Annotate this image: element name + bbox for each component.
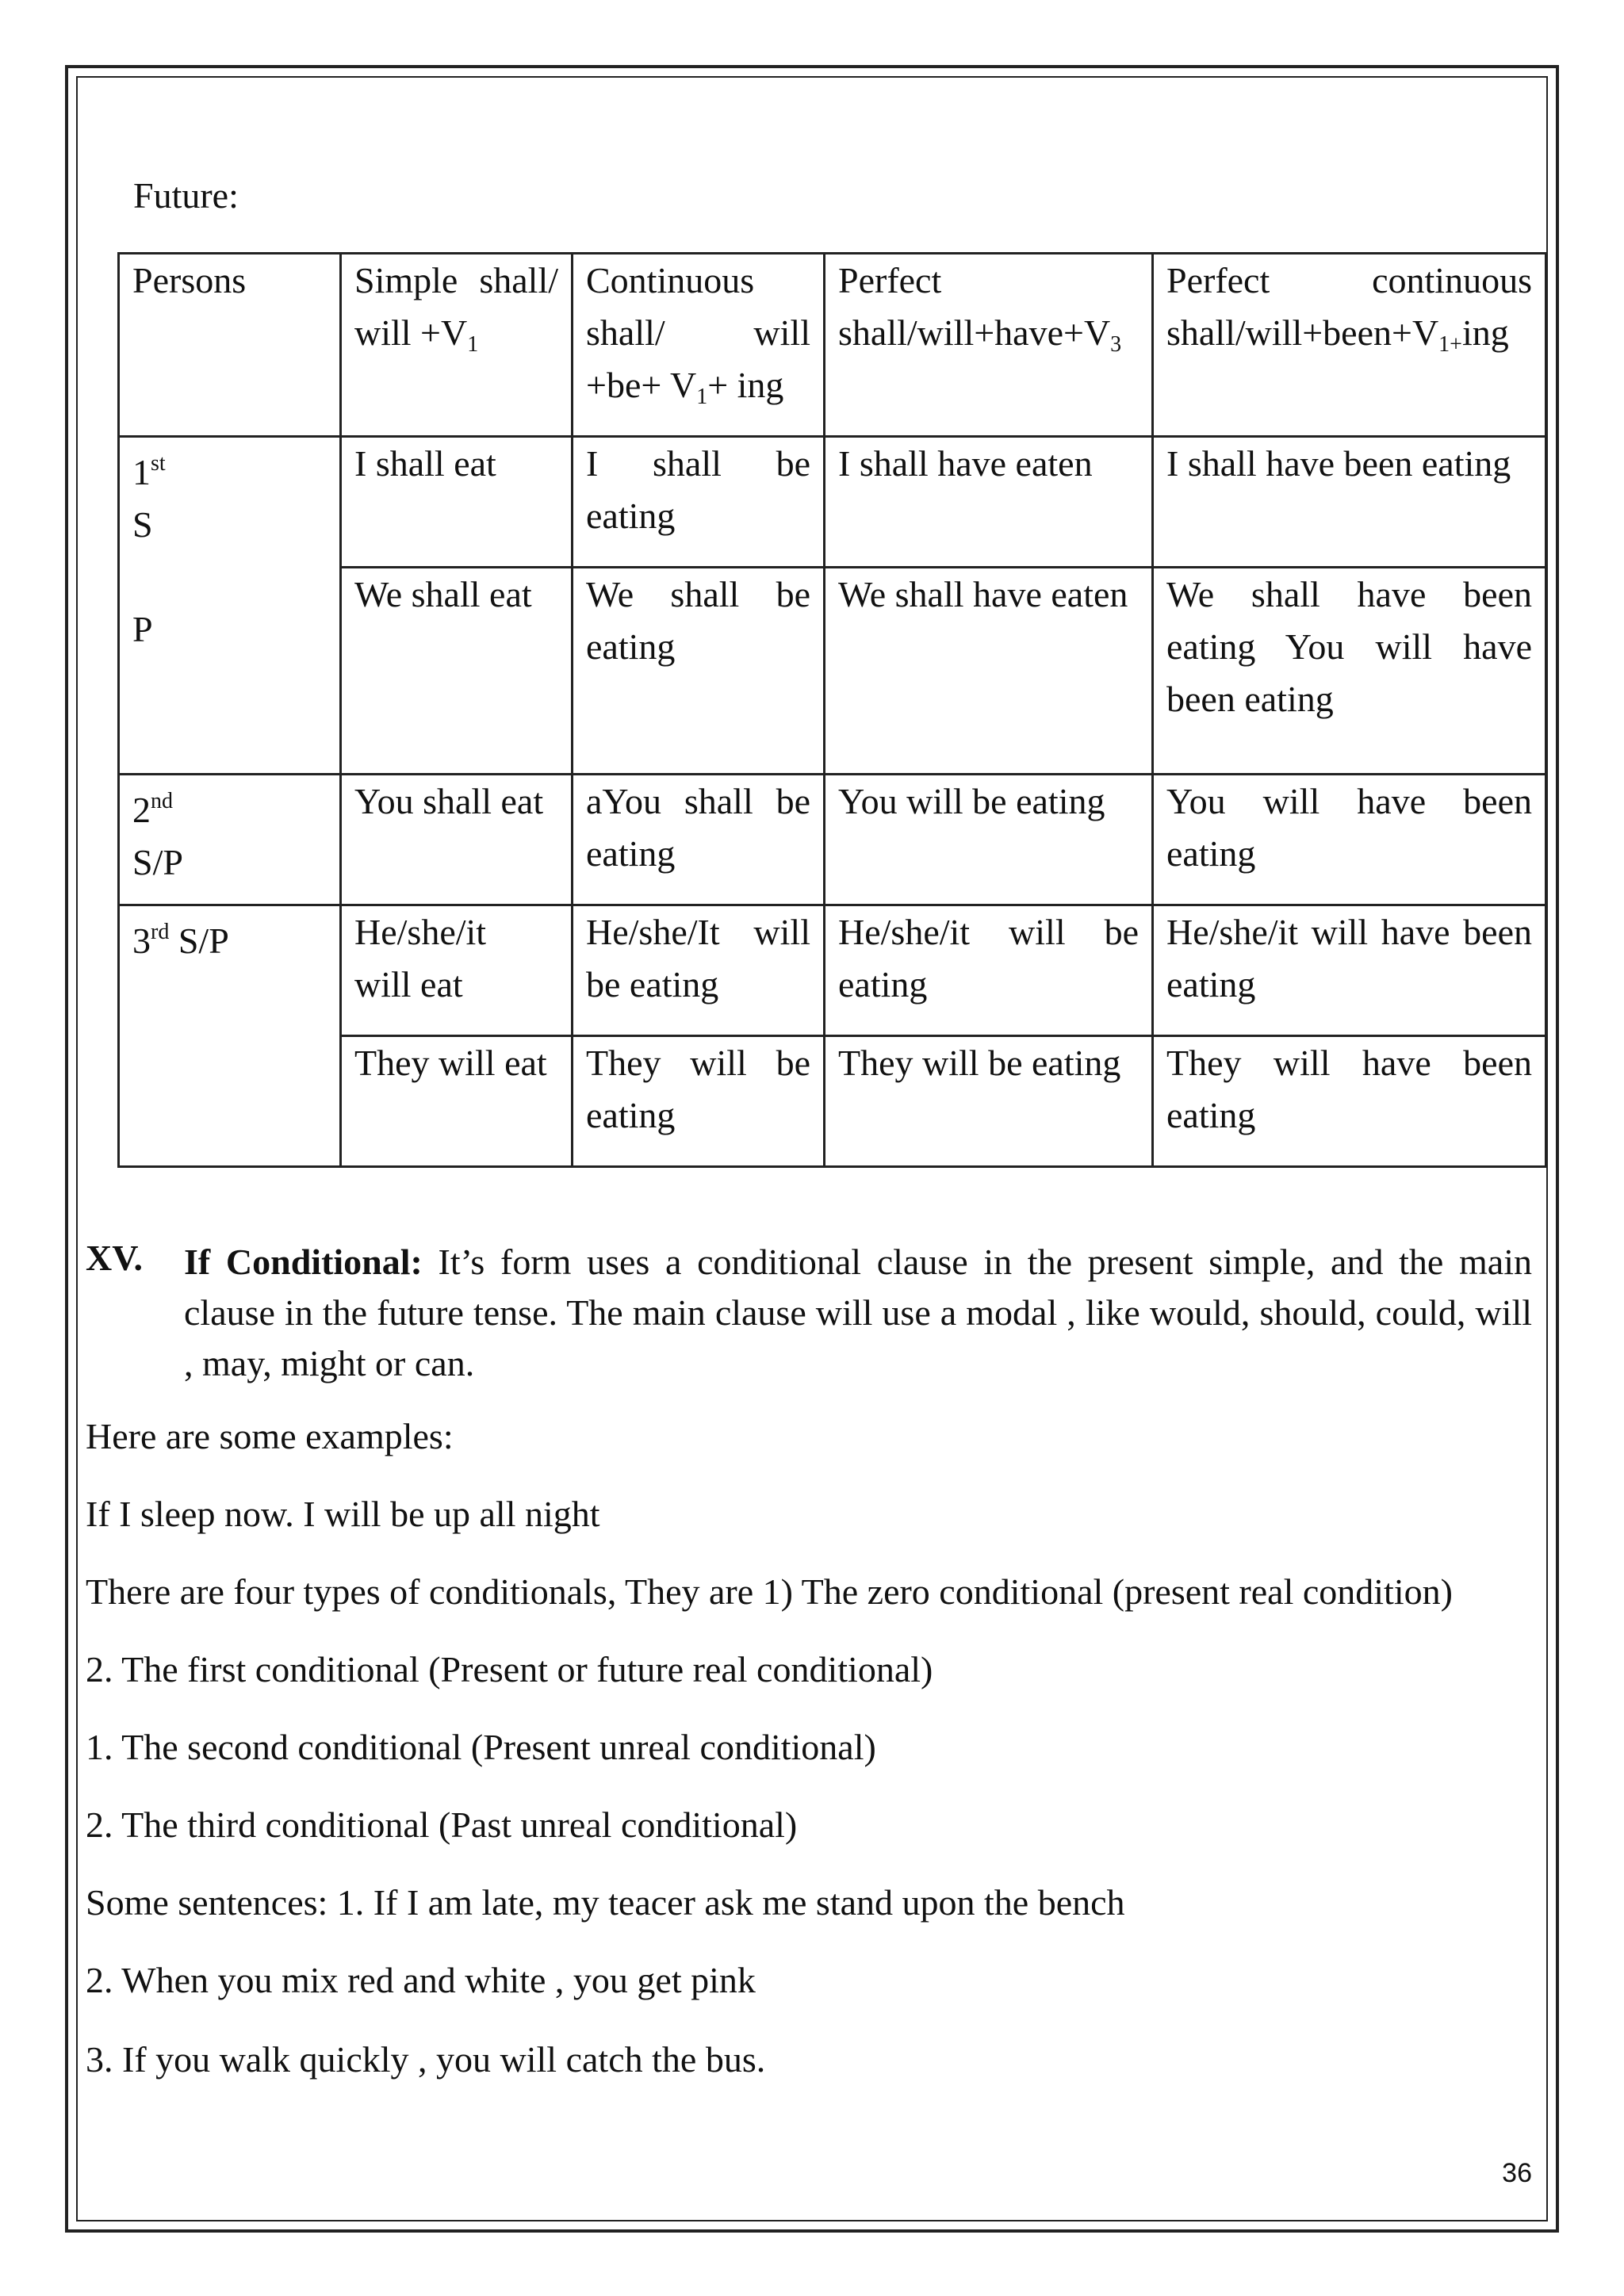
table-header-row bbox=[119, 254, 1546, 437]
list-item: 3. If you walk quickly , you will catch the bus. bbox=[86, 2039, 766, 2080]
section-heading-future: Future: bbox=[133, 175, 239, 216]
header-simple: Simple shall/ will $+V_1$ bbox=[341, 254, 573, 437]
list-item: 2. The first conditional (Present or future real conditional) bbox=[86, 1649, 933, 1689]
header-persons: Persons bbox=[119, 254, 341, 437]
cell-perfect-continuous: They will have been eating bbox=[1153, 1036, 1546, 1167]
cell-continuous: We shall be eating bbox=[573, 568, 825, 775]
cell-perfect-continuous: We shall have been eating You will have been eating bbox=[1153, 568, 1546, 775]
header-perfect: Perfect shall/$will+have+V_3$ bbox=[825, 254, 1153, 437]
cell-simple: They will eat bbox=[341, 1036, 573, 1167]
list-item: 2. The third conditional (Past unreal conditional) bbox=[86, 1804, 798, 1845]
table-row bbox=[119, 775, 1546, 905]
cell-perfect-continuous: He/she/it will have been eating bbox=[1153, 905, 1546, 1036]
table-row bbox=[119, 437, 1546, 568]
section-text: It’s form uses a conditional clause in the present simple, and the main clause in the future tense. The main clause will use a modal , like would, should, could, will , may, might or can. bbox=[184, 1242, 1532, 1383]
cell-perfect: I shall have eaten bbox=[825, 437, 1153, 568]
cell-simple: We shall eat bbox=[341, 568, 573, 775]
section-number: XV. bbox=[86, 1238, 144, 1278]
table-row bbox=[119, 905, 1546, 1036]
section-title: If Conditional: bbox=[184, 1242, 423, 1282]
cell-perfect: We shall have eaten bbox=[825, 568, 1153, 775]
header-perfect-continuous: Perfect continuous shall/$will+been+V_{1+}ing$ bbox=[1153, 254, 1546, 437]
person-cell-second: 2nd S/P bbox=[119, 775, 341, 905]
cell-continuous: He/she/It will be eating bbox=[573, 905, 825, 1036]
paragraph-example-sentence: If I sleep now. I will be up all night bbox=[86, 1494, 600, 1534]
paragraph-examples-intro: Here are some examples: bbox=[86, 1416, 454, 1456]
cell-perfect: They will be eating bbox=[825, 1036, 1153, 1167]
person-cell-first: 1st S P bbox=[119, 437, 341, 775]
cell-perfect-continuous: You will have been eating bbox=[1153, 775, 1546, 905]
cell-perfect-continuous: I shall have been eating bbox=[1153, 437, 1546, 568]
cell-continuous: I shall be eating bbox=[573, 437, 825, 568]
cell-simple: You shall eat bbox=[341, 775, 573, 905]
list-item: 2. When you mix red and white , you get pink bbox=[86, 1960, 756, 2000]
cell-simple: I shall eat bbox=[341, 437, 573, 568]
future-tense-table bbox=[117, 252, 1547, 1168]
paragraph-conditional-types: There are four types of conditionals, They are 1) The zero conditional (present real condition) bbox=[86, 1571, 1453, 1612]
cell-continuous: aYou shall be eating bbox=[573, 775, 825, 905]
cell-simple: He/she/it will eat bbox=[341, 905, 573, 1036]
page-number: 36 bbox=[1502, 2158, 1532, 2188]
list-item: 1. The second conditional (Present unreal conditional) bbox=[86, 1727, 876, 1767]
cell-perfect: You will be eating bbox=[825, 775, 1153, 905]
person-cell-third: 3rd S/P bbox=[119, 905, 341, 1167]
cell-continuous: They will be eating bbox=[573, 1036, 825, 1167]
paragraph-some-sentences: Some sentences: 1. If I am late, my teacer ask me stand upon the bench bbox=[86, 1882, 1125, 1923]
section-paragraph bbox=[184, 1237, 1532, 1389]
cell-perfect: He/she/it will be eating bbox=[825, 905, 1153, 1036]
header-continuous: Continuous shall/ will $+be+ V_1+$ ing bbox=[573, 254, 825, 437]
